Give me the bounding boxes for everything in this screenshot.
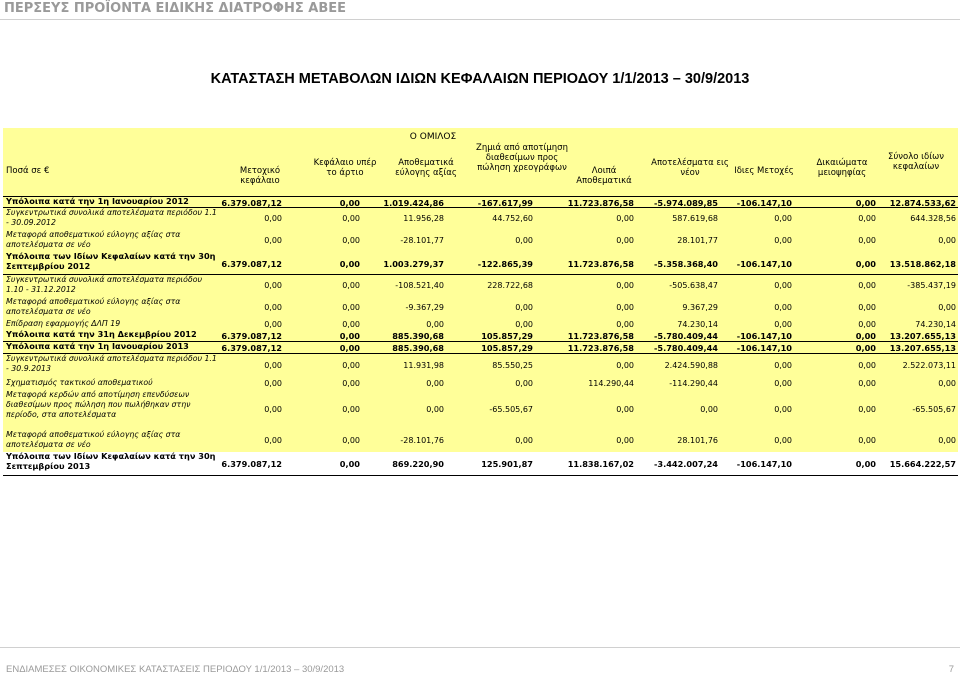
table-cell: 0,00 bbox=[264, 379, 282, 388]
table-cell: 0,00 bbox=[342, 379, 360, 388]
table-cell: 0,00 bbox=[339, 343, 360, 353]
table-cell: 2.522.073,11 bbox=[902, 361, 956, 370]
table-cell: -28.101,76 bbox=[400, 436, 444, 445]
table-cell: 0,00 bbox=[342, 303, 360, 312]
table-cell: 0,00 bbox=[858, 361, 876, 370]
table-cell: 114.290,44 bbox=[588, 379, 634, 388]
table-cell: 28.101,76 bbox=[677, 436, 718, 445]
table-cell: -122.865,39 bbox=[477, 259, 533, 269]
table-cell: 0,00 bbox=[858, 214, 876, 223]
table-cell: 0,00 bbox=[855, 459, 876, 469]
table-cell: 587.619,68 bbox=[672, 214, 718, 223]
column-header: Σύνολο ιδίων κεφαλαίων bbox=[888, 152, 944, 172]
table-cell: 6.379.087,12 bbox=[221, 259, 282, 269]
table-cell: -28.101,77 bbox=[400, 236, 444, 245]
table-cell: 0,00 bbox=[342, 281, 360, 290]
table-cell: 15.664.222,57 bbox=[889, 459, 956, 469]
table-cell: 0,00 bbox=[858, 236, 876, 245]
row-label: Συγκεντρωτικά συνολικά αποτελέσματα περιόδου 1.1 - 30.9.2013 bbox=[6, 354, 217, 373]
table-cell: 0,00 bbox=[339, 198, 360, 208]
table-cell: 74.230,14 bbox=[677, 320, 718, 329]
column-header: Αποτελέσματα εις νέον bbox=[651, 158, 729, 178]
table-cell: 0,00 bbox=[858, 320, 876, 329]
table-cell: 13.207.655,13 bbox=[889, 343, 956, 353]
table-cell: 0,00 bbox=[858, 303, 876, 312]
table-cell: 9.367,29 bbox=[682, 303, 718, 312]
table-cell: 11.838.167,02 bbox=[567, 459, 634, 469]
table-cell: 0,00 bbox=[426, 379, 444, 388]
table-cell: -106.147,10 bbox=[736, 198, 792, 208]
row-label: Υπόλοιπα των Ιδίων Κεφαλαίων κατά την 30η Σεπτεμβρίου 2012 bbox=[6, 251, 216, 271]
table-cell: 0,00 bbox=[938, 436, 956, 445]
row-label: Υπόλοιπα κατά την 1η Ιανουαρίου 2012 bbox=[6, 196, 189, 206]
row-label: Μεταφορά αποθεματικού εύλογης αξίας στα αποτελέσματα σε νέο bbox=[6, 430, 181, 449]
table-cell: 0,00 bbox=[938, 379, 956, 388]
table-cell: 0,00 bbox=[342, 405, 360, 414]
table-cell: 0,00 bbox=[855, 198, 876, 208]
company-header: ΠΕΡΣΕΥΣ ΠΡΟΪΟΝΤΑ ΕΙΔΙΚΗΣ ΔΙΑΤΡΟΦΗΣ ΑΒΕΕ bbox=[0, 0, 960, 20]
table-cell: 0,00 bbox=[264, 405, 282, 414]
table-cell: -108.521,40 bbox=[395, 281, 444, 290]
row-label: Συγκεντρωτικά συνολικά αποτελέσματα περιόδου 1.1 - 30.09.2012 bbox=[6, 208, 217, 227]
table-cell: -106.147,10 bbox=[736, 259, 792, 269]
table-cell: -65.505,67 bbox=[912, 405, 956, 414]
table-cell: 6.379.087,12 bbox=[221, 331, 282, 341]
table-cell: 0,00 bbox=[774, 379, 792, 388]
row-label: Υπόλοιπα των Ιδίων Κεφαλαίων κατά την 30η Σεπτεμβρίου 2013 bbox=[6, 451, 216, 471]
row-label: Μεταφορά αποθεματικού εύλογης αξίας στα αποτελέσματα σε νέο bbox=[6, 297, 181, 316]
group-label: Ο ΟΜΙΛΟΣ bbox=[409, 132, 457, 142]
row-label: Σχηματισμός τακτικού αποθεματικού bbox=[6, 378, 153, 387]
table-cell: 0,00 bbox=[774, 214, 792, 223]
table-cell: 0,00 bbox=[264, 436, 282, 445]
table-cell: 0,00 bbox=[342, 436, 360, 445]
column-header: Ιδιες Μετοχές bbox=[734, 166, 794, 176]
table-cell: 0,00 bbox=[858, 281, 876, 290]
table-cell: -5.974.089,85 bbox=[653, 198, 718, 208]
table-cell: 0,00 bbox=[515, 320, 533, 329]
table-cell: 228.722,68 bbox=[487, 281, 533, 290]
table-cell: 0,00 bbox=[342, 320, 360, 329]
column-header: Ζημιά από αποτίμηση διαθεσίμων προς πώληση χρεογράφων bbox=[476, 143, 568, 173]
table-cell: 0,00 bbox=[339, 259, 360, 269]
table-cell: -3.442.007,24 bbox=[653, 459, 718, 469]
table-cell: -9.367,29 bbox=[405, 303, 444, 312]
table-cell: 13.518.862,18 bbox=[889, 259, 956, 269]
table-cell: 0,00 bbox=[774, 320, 792, 329]
row-label: Μεταφορά κερδών από αποτίμηση επενδύσεων διαθεσίμων προς πώληση που πωλήθηκαν στην περίοδο, στα αποτελέσματα bbox=[6, 390, 191, 419]
table-cell: -106.147,10 bbox=[736, 459, 792, 469]
page-number: 7 bbox=[948, 664, 954, 675]
table-cell: -5.358.368,40 bbox=[653, 259, 718, 269]
table-cell: 6.379.087,12 bbox=[221, 343, 282, 353]
table-cell: 0,00 bbox=[616, 236, 634, 245]
table-cell: 6.379.087,12 bbox=[221, 459, 282, 469]
row-label: Υπόλοιπα κατά την 31η Δεκεμβρίου 2012 bbox=[6, 329, 197, 339]
table-cell: 0,00 bbox=[515, 379, 533, 388]
table-cell: 0,00 bbox=[264, 214, 282, 223]
table-cell: 0,00 bbox=[858, 379, 876, 388]
table-cell: 0,00 bbox=[515, 303, 533, 312]
column-header: Κεφάλαιο υπέρ το άρτιο bbox=[313, 158, 377, 178]
table-cell: 885.390,68 bbox=[392, 331, 444, 341]
table-cell: -167.617,99 bbox=[477, 198, 533, 208]
row-label: Επίδραση εφαρμογής ΔΛΠ 19 bbox=[6, 319, 121, 328]
table-cell: 0,00 bbox=[855, 259, 876, 269]
table-cell: -5.780.409,44 bbox=[653, 343, 718, 353]
page-title: ΚΑΤΑΣΤΑΣΗ ΜΕΤΑΒΟΛΩΝ ΙΔΙΩΝ ΚΕΦΑΛΑΙΩΝ ΠΕΡΙΟΔΟΥ 1/1/2013 – 30/9/2013 bbox=[210, 71, 750, 87]
table-cell: 0,00 bbox=[264, 281, 282, 290]
column-header: Δικαιώματα μειοψηφίας bbox=[816, 158, 868, 178]
table-cell: 0,00 bbox=[342, 236, 360, 245]
table-cell: 0,00 bbox=[342, 214, 360, 223]
table-cell: 0,00 bbox=[426, 320, 444, 329]
table-cell: 0,00 bbox=[616, 405, 634, 414]
page-footer bbox=[0, 647, 960, 677]
table-cell: 0,00 bbox=[938, 236, 956, 245]
table-cell: 0,00 bbox=[264, 320, 282, 329]
table-cell: -65.505,67 bbox=[489, 405, 533, 414]
footer-text: ΕΝΔΙΑΜΕΣΕΣ ΟΙΚΟΝΟΜΙΚΕΣ ΚΑΤΑΣΤΑΣΕΙΣ ΠΕΡΙΟΔΟΥ 1/1/2013 – 30/9/2013 bbox=[6, 664, 345, 675]
table-cell: 869.220,90 bbox=[392, 459, 444, 469]
table-cell: 0,00 bbox=[616, 214, 634, 223]
table-cell: 0,00 bbox=[515, 436, 533, 445]
table-cell: 0,00 bbox=[264, 236, 282, 245]
table-cell: 11.931,98 bbox=[403, 361, 444, 370]
table-cell: 0,00 bbox=[264, 303, 282, 312]
table-cell: 0,00 bbox=[426, 405, 444, 414]
table-cell: 74.230,14 bbox=[915, 320, 956, 329]
table-cell: -106.147,10 bbox=[736, 331, 792, 341]
column-header: Αποθεματικά εύλογης αξίας bbox=[395, 158, 457, 178]
row-label: Υπόλοιπα κατά την 1η Ιανουαρίου 2013 bbox=[6, 341, 189, 351]
table-cell: 11.723.876,58 bbox=[567, 343, 634, 353]
table-cell: 0,00 bbox=[616, 320, 634, 329]
table-cell: 0,00 bbox=[339, 459, 360, 469]
table-cell: -106.147,10 bbox=[736, 343, 792, 353]
table-cell: 0,00 bbox=[774, 436, 792, 445]
table-cell: 0,00 bbox=[774, 303, 792, 312]
table-cell: 0,00 bbox=[616, 361, 634, 370]
table-cell: 0,00 bbox=[774, 281, 792, 290]
table-cell: 105.857,29 bbox=[481, 343, 533, 353]
table-cell: 6.379.087,12 bbox=[221, 198, 282, 208]
amounts-in-label: Ποσά σε € bbox=[6, 166, 50, 176]
table-cell: 0,00 bbox=[855, 343, 876, 353]
row-label: Μεταφορά αποθεματικού εύλογης αξίας στα αποτελέσματα σε νέο bbox=[6, 230, 181, 249]
table-cell: 0,00 bbox=[774, 236, 792, 245]
table-cell: 0,00 bbox=[339, 331, 360, 341]
table-cell: 0,00 bbox=[616, 303, 634, 312]
table-cell: 105.857,29 bbox=[481, 331, 533, 341]
table-cell: 12.874.533,62 bbox=[889, 198, 956, 208]
row-label: Συγκεντρωτικά συνολικά αποτελέσματα περιόδου 1.10 - 31.12.2012 bbox=[6, 275, 202, 294]
table-cell: 0,00 bbox=[515, 236, 533, 245]
table-cell: -505.638,47 bbox=[669, 281, 718, 290]
table-cell: 11.723.876,58 bbox=[567, 331, 634, 341]
table-cell: 0,00 bbox=[774, 405, 792, 414]
table-cell: -385.437,19 bbox=[907, 281, 956, 290]
table-cell: 2.424.590,88 bbox=[664, 361, 718, 370]
table-cell: -114.290,44 bbox=[669, 379, 718, 388]
table-cell: 44.752,60 bbox=[492, 214, 533, 223]
row-divider bbox=[3, 475, 958, 476]
table-cell: 0,00 bbox=[774, 361, 792, 370]
table-cell: 644.328,56 bbox=[910, 214, 956, 223]
table-cell: 28.101,77 bbox=[677, 236, 718, 245]
table-cell: 1.019.424,86 bbox=[383, 198, 444, 208]
table-cell: 0,00 bbox=[858, 436, 876, 445]
table-cell: 0,00 bbox=[616, 436, 634, 445]
table-cell: 1.003.279,37 bbox=[383, 259, 444, 269]
table-cell: 0,00 bbox=[858, 405, 876, 414]
column-header: Λοιπά Αποθεματικά bbox=[576, 166, 632, 186]
table-cell: 13.207.655,13 bbox=[889, 331, 956, 341]
table-cell: 125.901,87 bbox=[481, 459, 533, 469]
column-header: Μετοχικό κεφάλαιο bbox=[239, 166, 281, 186]
table-cell: 0,00 bbox=[342, 361, 360, 370]
table-cell: 11.956,28 bbox=[403, 214, 444, 223]
table-cell: 0,00 bbox=[700, 405, 718, 414]
table-cell: 0,00 bbox=[616, 281, 634, 290]
table-cell: 0,00 bbox=[938, 303, 956, 312]
table-cell: 85.550,25 bbox=[492, 361, 533, 370]
table-cell: 0,00 bbox=[264, 361, 282, 370]
table-cell: 0,00 bbox=[855, 331, 876, 341]
table-cell: 11.723.876,58 bbox=[567, 259, 634, 269]
table-cell: -5.780.409,44 bbox=[653, 331, 718, 341]
table-cell: 885.390,68 bbox=[392, 343, 444, 353]
table-cell: 11.723.876,58 bbox=[567, 198, 634, 208]
